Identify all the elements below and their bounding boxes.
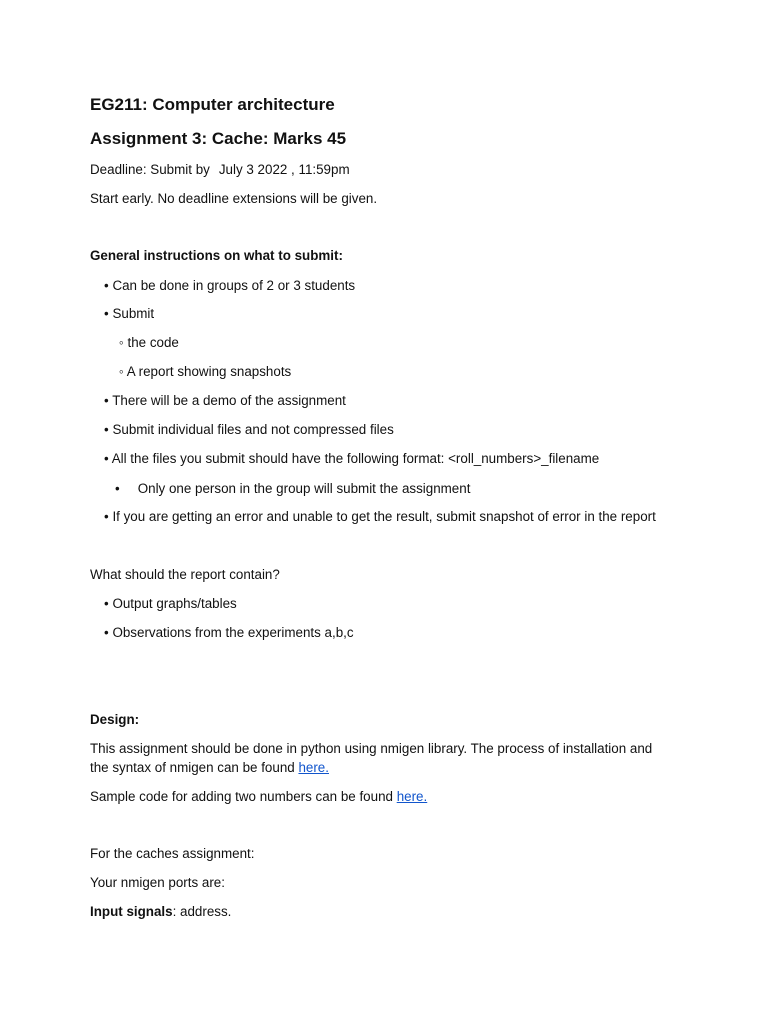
deadline-line <box>90 163 350 176</box>
list-item: • All the files you submit should have the following format: <roll_numbers>_filename <box>104 451 600 466</box>
bullet-icon: • <box>115 481 120 496</box>
deadline-prefix: Deadline: Submit by <box>90 162 210 177</box>
bullet-icon: • <box>104 422 109 437</box>
list-item: • Output graphs/tables <box>104 596 237 611</box>
deadline-value: July 3 2022 , 11:59pm <box>218 162 350 177</box>
sample-code-link[interactable]: here. <box>396 789 428 804</box>
start-early-note: Start early. No deadline extensions will be given. <box>90 191 378 206</box>
general-instructions-heading: General instructions on what to submit: <box>90 248 343 263</box>
ports-intro: Your nmigen ports are: <box>90 875 225 890</box>
bullet-icon: • <box>104 393 109 408</box>
bullet-icon: • <box>104 596 109 611</box>
list-item: • If you are getting an error and unable to get the result, submit snapshot of error in the report <box>104 509 656 524</box>
list-item: • Can be done in groups of 2 or 3 students <box>104 278 356 293</box>
input-signals-line <box>90 905 231 918</box>
list-item: • There will be a demo of the assignment <box>104 393 346 408</box>
list-subitem: ◦ the code <box>119 335 179 350</box>
list-item: • Submit individual files and not compressed files <box>104 422 394 437</box>
input-signals-value: : address. <box>172 904 232 919</box>
input-signals-label: Input signals <box>90 904 173 919</box>
bullet-icon: • <box>104 451 109 466</box>
design-paragraph-line: the syntax of nmigen can be found here. <box>90 760 329 775</box>
list-item: • Only one person in the group will submit the assignment <box>115 481 471 496</box>
installation-link[interactable]: here. <box>298 760 329 775</box>
caches-intro: For the caches assignment: <box>90 846 255 861</box>
bullet-icon: • <box>104 306 109 321</box>
sample-code-line: Sample code for adding two numbers can be found here. <box>90 789 428 804</box>
course-title: EG211: Computer architecture <box>90 95 335 114</box>
report-question: What should the report contain? <box>90 567 280 582</box>
bullet-icon: • <box>104 509 109 524</box>
list-item: • Observations from the experiments a,b,c <box>104 625 354 640</box>
list-subitem: ◦ A report showing snapshots <box>119 364 292 379</box>
design-paragraph-line: This assignment should be done in python using nmigen library. The process of installation and <box>90 741 653 756</box>
bullet-icon: • <box>104 625 109 640</box>
list-item: • Submit <box>104 306 155 321</box>
assignment-title: Assignment 3: Cache: Marks 45 <box>90 129 347 148</box>
hollow-bullet-icon: ◦ <box>119 335 124 350</box>
bullet-icon: • <box>104 278 109 293</box>
hollow-bullet-icon: ◦ <box>119 364 124 379</box>
design-heading: Design: <box>90 712 140 727</box>
